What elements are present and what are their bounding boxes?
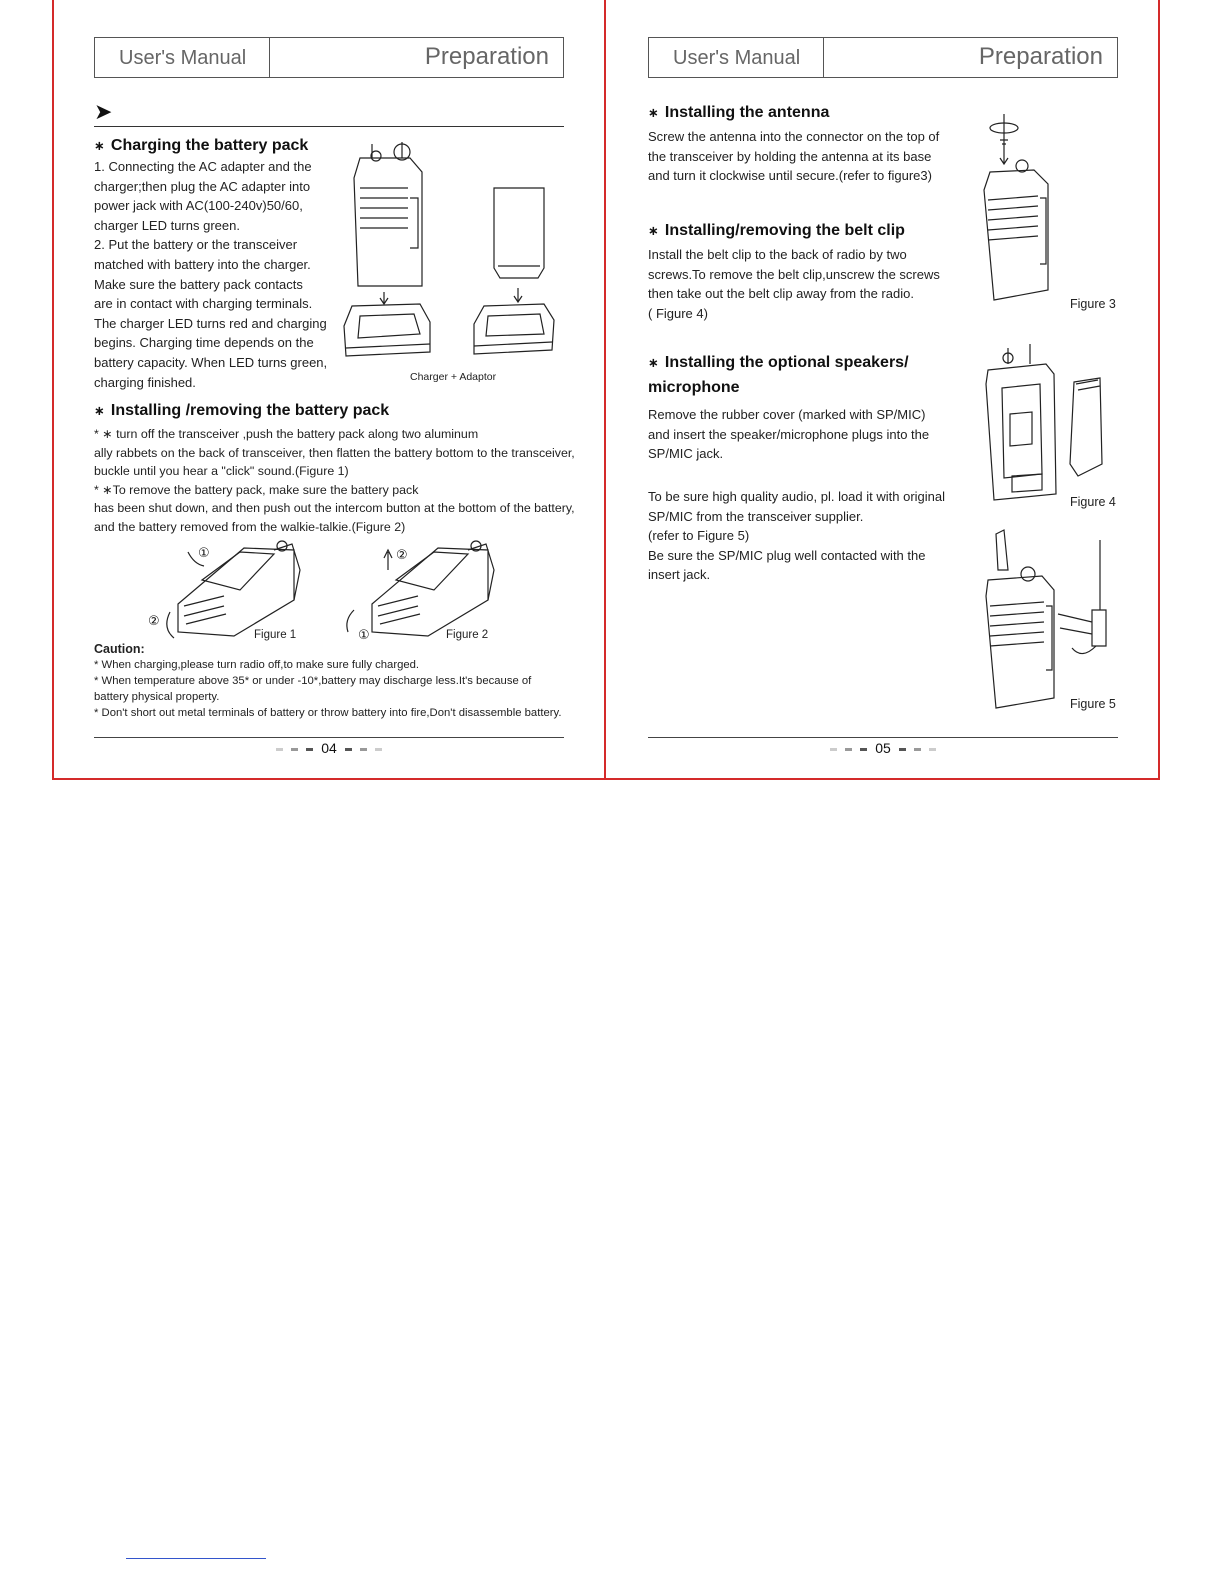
footer-rule [94,737,564,738]
figure-1-caption: Figure 1 [254,629,297,641]
link-underline [126,1558,266,1559]
page-number: 04 [94,740,564,756]
step-mark-1b: ① [358,627,370,642]
charger-illustration [338,138,560,374]
caution-text: * When charging,please turn radio off,to make sure fully charged. * When temperature above 35* or under -10*,battery may discharge less.It's because of battery physical property. * Don't short out metal terminals of battery or throw battery into fire,Don't disassemble battery. [94,659,562,719]
antenna-text: Screw the antenna into the connector on the top of the transceiver by holding the antenna at its base and turn it clockwise until secure.(refer to figure3) [648,129,940,184]
footer-rule [648,737,1118,738]
page-divider [604,0,606,780]
left-page [94,0,575,780]
speakers-title: ∗ Installing the optional speakers/ [648,354,909,371]
installing-title: ∗ Installing /removing the battery pack [94,402,390,419]
figure-5-caption: Figure 5 [1070,697,1116,711]
figure-3-caption: Figure 3 [1070,297,1116,311]
charger-caption: Charger + Adaptor [410,371,497,383]
figure-4-caption: Figure 4 [1070,495,1116,509]
section-rule [94,126,564,127]
section-label: Preparation [978,43,1103,70]
speakers-note-text: To be sure high quality audio, pl. load it with original SP/MIC from the transceiver supplier. (refer to Figure 5) Be sure the SP/MIC plug well contacted with the insert jack. [648,489,946,583]
section-label: Preparation [424,43,549,70]
page-header [648,37,1118,78]
installing-text: * ∗ turn off the transceiver ,push the battery pack along two aluminum ally rabbets on the back of transceiver, then flatten the battery bottom to the transceiver, buckle until you hear a "click" sound.(Figure 1) * ∗To remove the battery pack, make sure the battery pack has been shut down, and then push out the intercom button at the bottom of the battery, and the battery removed from the walkie-talkie.(Figure 2) [94,427,575,534]
belt-clip-title: ∗ Installing/removing the belt clip [648,222,905,239]
belt-clip-illustration [984,344,1108,504]
caution-title: Caution: [94,642,145,656]
page-number: 05 [648,740,1118,756]
figure-2-caption: Figure 2 [446,629,489,641]
step-mark-1: ① [198,545,210,560]
antenna-title: ∗ Installing the antenna [648,104,830,121]
speakers-title-2: microphone [648,379,740,396]
charging-title: ∗ Charging the battery pack [94,137,309,154]
speakers-text: Remove the rubber cover (marked with SP/MIC) and insert the speaker/microphone plugs into the SP/MIC jack. [648,407,930,462]
manual-label: User's Manual [673,47,801,69]
speaker-illustration [982,530,1114,712]
step-mark-2: ② [148,613,160,628]
belt-clip-text: Install the belt clip to the back of radio by two screws.To remove the belt clip,unscrew the screws then take out the belt clip away from the radio. ( Figure 4) [648,247,940,321]
charging-text: 1. Connecting the AC adapter and the charger;then plug the AC adapter into power jack with AC(100-240v)50/60, charger LED turns green. 2. Put the battery or the transceiver matched with battery into the charger. Make sure the battery pack contacts are in contact with charging terminals. The charger LED turns red and charging begins. Charging time depends on the battery capacity. When LED turns green, charging finished. [94,159,328,390]
step-mark-2b: ② [396,547,408,562]
arrow-icon: ➤ [94,99,113,124]
manual-label: User's Manual [119,47,247,69]
right-page [648,0,1118,780]
antenna-illustration [978,114,1058,304]
page-header [94,37,564,78]
